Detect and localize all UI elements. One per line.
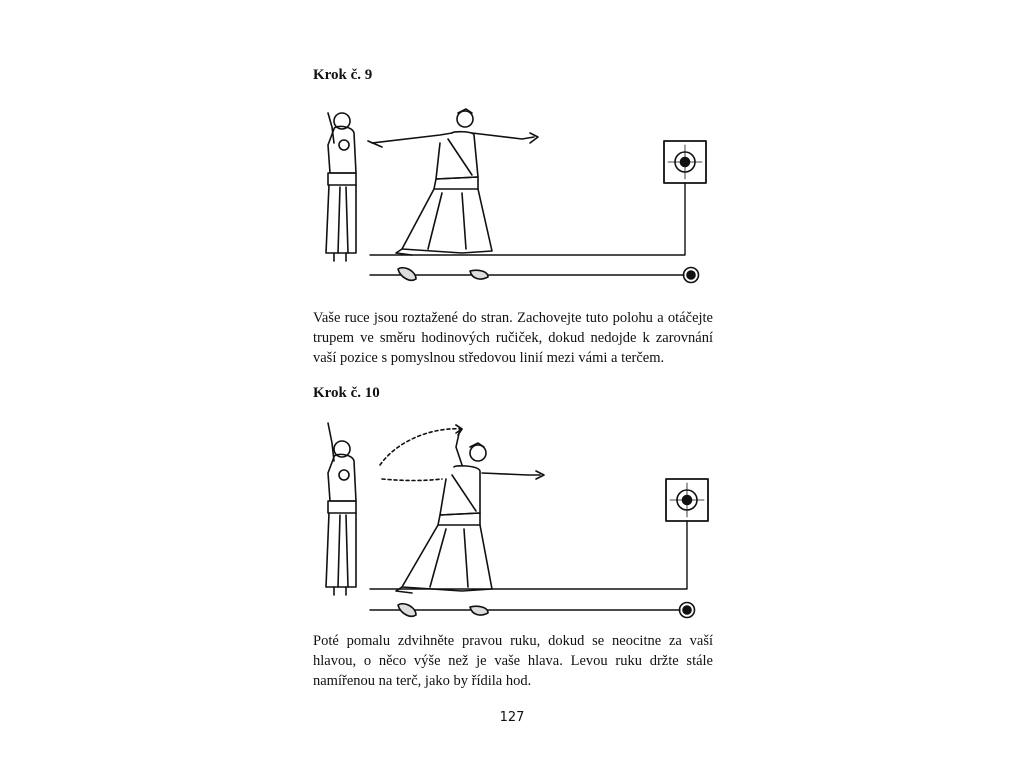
ground-line xyxy=(370,603,695,618)
step-9-illustration xyxy=(312,103,714,293)
step-9-text: Vaše ruce jsou roztažené do stran. Zachovejte tuto polohu a otáčejte trupem ve směru hodinových ručiček, dokud nedojde k zarovnání vaší pozice s pomyslnou středovou linií mezi vámi a terčem. xyxy=(313,310,713,366)
step-10-heading: Krok č. 10 xyxy=(313,385,380,401)
target-board xyxy=(370,141,706,255)
target-board xyxy=(370,479,708,589)
step-10-illustration xyxy=(312,417,714,627)
step-10-text: Poté pomalu zdvihněte pravou ruku, dokud se neocitne za vaší hlavou, o něco výše než je vaše hlava. Levou ruku držte stále namířenou na terč, jako by řídila hod. xyxy=(313,633,713,689)
side-view-figure xyxy=(368,109,538,255)
page-number: 127 xyxy=(499,710,525,725)
step-9-heading: Krok č. 9 xyxy=(313,67,373,83)
front-view-figure xyxy=(326,423,356,595)
ground-line xyxy=(370,268,699,283)
front-view-figure xyxy=(326,113,356,261)
side-view-figure xyxy=(380,425,544,593)
